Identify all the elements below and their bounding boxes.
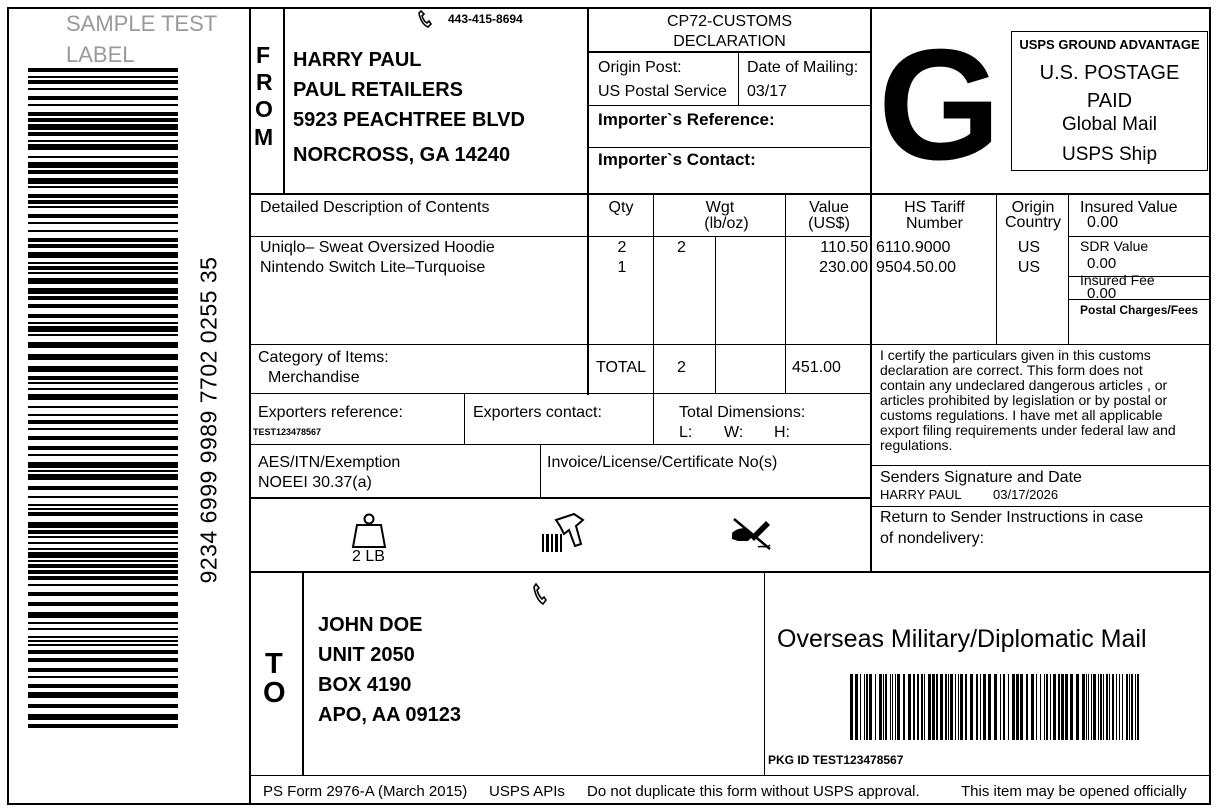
- barcode-bar: [28, 376, 178, 380]
- footer-form: PS Form 2976-A (March 2015): [263, 783, 468, 800]
- origin-post-label: Origin Post:: [598, 59, 682, 76]
- barcode-bar: [28, 272, 178, 274]
- barcode-bar: [28, 658, 178, 662]
- barcode-bar: [913, 674, 915, 740]
- barcode-bar: [1100, 674, 1102, 740]
- barcode-bar: [864, 674, 865, 740]
- certification-line: regulations.: [880, 437, 953, 453]
- barcode-bar: [940, 674, 943, 740]
- to-vertical-t: T: [265, 648, 283, 680]
- row1-hs: 6110.9000: [876, 239, 951, 256]
- barcode-bar: [28, 230, 178, 232]
- barcode-bar: [28, 76, 178, 78]
- barcode-bar: [28, 314, 178, 318]
- barcode-bar: [892, 674, 893, 740]
- insured-fee: 0.00: [1087, 285, 1117, 302]
- divider: [653, 394, 654, 444]
- divider: [249, 571, 1211, 573]
- barcode-bar: [28, 530, 178, 534]
- barcode-bar: [28, 496, 178, 498]
- aes-label: AES/ITN/Exemption: [258, 454, 401, 471]
- tracking-number: 9234 6999 9989 7702 0255 35: [195, 256, 222, 584]
- total-value: 451.00: [792, 359, 841, 376]
- divider: [715, 236, 716, 394]
- barcode-bar: [932, 674, 935, 740]
- divider: [871, 465, 1211, 466]
- barcode-bar: [28, 354, 178, 360]
- barcode-bar: [960, 674, 963, 740]
- barcode-bar: [28, 564, 178, 568]
- dimension-w: W:: [724, 424, 744, 441]
- barcode-bar: [28, 194, 178, 198]
- barcode-bar: [1008, 674, 1009, 740]
- barcode-bar: [924, 674, 925, 740]
- barcode-bar: [1093, 674, 1096, 740]
- barcode-bar: [28, 200, 178, 204]
- barcode-bar: [28, 118, 178, 122]
- postage-service: USPS GROUND ADVANTAGE: [1019, 37, 1200, 52]
- barcode-bar: [28, 288, 178, 294]
- barcode-bar: [883, 674, 884, 740]
- barcode-bar: [28, 322, 178, 324]
- barcode-bar: [976, 674, 978, 740]
- barcode-bar: [1106, 674, 1108, 740]
- exporters-contact-label: Exporters contact:: [473, 404, 602, 421]
- barcode-bar: [28, 104, 178, 106]
- barcode-bar: [28, 622, 178, 624]
- barcode-bar: [875, 674, 876, 740]
- barcode-bar: [1044, 674, 1045, 740]
- postage-line4: USPS Ship: [1061, 144, 1158, 165]
- barcode-bar: [1098, 674, 1099, 740]
- row1-value: 110.50: [820, 239, 868, 256]
- barcode-bar: [897, 674, 900, 740]
- barcode-bar: [1031, 674, 1034, 740]
- from-line-company: PAUL RETAILERS: [293, 79, 464, 101]
- barcode-bar: [28, 68, 178, 72]
- from-line-city: NORCROSS, GA 14240: [293, 144, 511, 166]
- barcode-bar: [1091, 674, 1092, 740]
- header-wgt: Wgt: [705, 199, 735, 216]
- barcode-bar: [28, 262, 178, 264]
- barcode-bar: [869, 674, 872, 740]
- barcode-bar: [1070, 674, 1073, 740]
- postage-line3: Global Mail: [1061, 114, 1158, 135]
- barcode-bar: [908, 674, 911, 740]
- barcode-bar: [28, 454, 178, 456]
- date-mailing-label: Date of Mailing:: [747, 59, 859, 76]
- barcode-bar: [850, 674, 853, 740]
- barcode-bar: [28, 512, 178, 516]
- row1-qty: 2: [617, 239, 627, 256]
- barcode-bar: [28, 162, 178, 168]
- sample-label-line1: SAMPLE TEST: [66, 11, 218, 36]
- barcode-bar: [28, 552, 178, 558]
- aes-value: NOEEI 30.37(a): [258, 474, 372, 491]
- divider: [871, 506, 1211, 507]
- invoice-label: Invoice/License/Certificate No(s): [547, 454, 778, 471]
- divider: [588, 51, 871, 53]
- barcode-bar: [980, 674, 981, 740]
- barcode-bar: [28, 650, 178, 654]
- barcode-bar: [28, 602, 178, 606]
- category-value: Merchandise: [268, 369, 360, 386]
- barcode-bar: [983, 674, 986, 740]
- row2-value: 230.00: [819, 259, 868, 276]
- certification-line: I certify the particulars given in this customs: [880, 347, 1151, 363]
- return-instructions-line2: of nondelivery:: [880, 530, 985, 547]
- divider: [870, 7, 872, 572]
- barcode-bar: [1112, 674, 1114, 740]
- barcode-bar: [28, 124, 178, 130]
- barcode-bar: [28, 684, 178, 688]
- barcode-bar: [28, 676, 178, 678]
- barcode-bar: [28, 334, 178, 336]
- barcode-bar: [28, 428, 178, 430]
- barcode-bar: [1026, 674, 1028, 740]
- barcode-bar: [885, 674, 887, 740]
- no-signature-icon: [728, 515, 774, 553]
- divider: [249, 236, 871, 237]
- barcode-bar: [28, 206, 178, 208]
- barcode-bar: [1046, 674, 1048, 740]
- barcode-bar: [988, 674, 991, 740]
- insured-value-label: Insured Value: [1080, 199, 1178, 216]
- header-wgt-unit: (lb/oz): [704, 215, 749, 232]
- divider: [249, 497, 871, 499]
- from-vertical-r: R: [256, 69, 273, 95]
- barcode-bar: [958, 674, 959, 740]
- barcode-bar: [28, 420, 178, 424]
- barcode-bar: [1053, 674, 1056, 740]
- divider: [588, 105, 871, 106]
- barcode-bar: [28, 542, 178, 544]
- barcode-bar: [28, 560, 178, 562]
- barcode-bar: [28, 366, 178, 372]
- barcode-bar: [1065, 674, 1068, 740]
- header-origin: Origin: [1011, 199, 1055, 216]
- barcode-bar: [28, 252, 178, 258]
- barcode-bar: [28, 144, 178, 150]
- barcode-bar: [1116, 674, 1117, 740]
- barcode-bar: [28, 414, 178, 416]
- barcode-bar: [855, 674, 858, 740]
- barcode-bar: [28, 88, 178, 90]
- from-vertical-o: O: [255, 96, 273, 122]
- barcode-bar: [28, 342, 178, 348]
- barcode-bar: [28, 592, 178, 596]
- barcode-bar: [28, 112, 178, 116]
- category-label: Category of Items:: [258, 349, 389, 366]
- barcode-bar: [28, 462, 178, 468]
- dimensions-label: Total Dimensions:: [679, 404, 806, 421]
- barcode-bar: [28, 536, 178, 538]
- barcode-bar: [1036, 674, 1037, 740]
- divider: [738, 52, 739, 105]
- dimension-h: H:: [774, 424, 790, 441]
- total-label: TOTAL: [595, 359, 647, 376]
- service-letter: G: [878, 17, 1001, 193]
- to-line-city: APO, AA 09123: [318, 704, 462, 726]
- barcode-bar: [903, 674, 905, 740]
- barcode-bar: [28, 238, 178, 242]
- barcode-bar: [928, 674, 931, 740]
- barcode-bar: [1061, 674, 1064, 740]
- divider: [588, 147, 871, 148]
- barcode-bar: [28, 548, 178, 550]
- row2-origin: US: [1017, 259, 1041, 276]
- barcode-bar: [1109, 674, 1110, 740]
- barcode-bar: [28, 278, 178, 284]
- to-line-unit: UNIT 2050: [318, 644, 415, 666]
- divider: [249, 775, 1211, 776]
- date-mailing-value: 03/17: [747, 83, 788, 100]
- barcode-bar: [28, 170, 178, 174]
- weight-text: 2 LB: [352, 548, 385, 565]
- barcode-bar: [994, 674, 997, 740]
- to-vertical-o: O: [263, 677, 286, 709]
- divider: [249, 193, 1211, 195]
- divider: [1069, 236, 1211, 237]
- military-mail-title: Overseas Military/Diplomatic Mail: [777, 625, 1147, 653]
- footer-duplicate: Do not duplicate this form without USPS approval.: [587, 783, 920, 800]
- from-line-name: HARRY PAUL: [293, 49, 422, 71]
- barcode-bar: [28, 186, 178, 188]
- barcode-bar: [955, 674, 956, 740]
- barcode-bar: [921, 674, 923, 740]
- origin-post-value: US Postal Service: [598, 83, 727, 100]
- barcode-bar: [1126, 674, 1128, 740]
- barcode-bar: [28, 724, 178, 728]
- barcode-bar: [28, 326, 178, 332]
- certification-line: articles prohibited by legislation or by postal or: [880, 392, 1168, 408]
- divider: [464, 394, 465, 444]
- customs-title-line1: CP72-CUSTOMS: [666, 13, 793, 30]
- barcode-bar: [28, 80, 178, 84]
- pkg-id: PKG ID TEST123478567: [768, 753, 904, 767]
- row2-qty: 1: [617, 259, 627, 276]
- barcode-bar: [28, 576, 178, 580]
- barcode-bar: [28, 508, 178, 510]
- barcode-bar: [28, 132, 178, 136]
- barcode-bar: [28, 140, 178, 142]
- barcode-bar: [1122, 674, 1123, 740]
- header-hs-tariff: HS Tariff: [904, 199, 965, 216]
- barcode-bar: [965, 674, 967, 740]
- barcode-bar: [28, 628, 178, 630]
- footer-opened: This item may be opened officially: [961, 783, 1187, 800]
- divider: [249, 7, 251, 805]
- barcode-bar: [28, 446, 178, 450]
- certification-text: [880, 348, 1176, 453]
- barcode-bar: [1119, 674, 1120, 740]
- exporters-reference-value: TEST123478567: [253, 427, 322, 437]
- return-instructions-line1: Return to Sender Instructions in case: [880, 509, 1144, 526]
- row1-lb: 2: [677, 239, 686, 256]
- barcode-bar: [1076, 674, 1079, 740]
- row2-description: Nintendo Switch Lite–Turquoise: [260, 259, 486, 276]
- certification-line: export filing requirements under federal law and: [880, 422, 1176, 438]
- barcode-bar: [28, 296, 178, 300]
- sdr-value: 0.00: [1087, 255, 1117, 272]
- signature-name: HARRY PAUL: [880, 487, 962, 502]
- header-description: Detailed Description of Contents: [260, 199, 490, 216]
- barcode-bar: [917, 674, 919, 740]
- postage-line1: U.S. POSTAGE: [1039, 62, 1180, 84]
- barcode-bar: [28, 504, 178, 506]
- barcode-bar: [28, 640, 178, 642]
- barcode-bar: [879, 674, 882, 740]
- barcode-bar: [1137, 674, 1139, 740]
- barcode-bar: [28, 668, 178, 672]
- barcode-bar: [28, 394, 178, 400]
- divider: [540, 445, 541, 497]
- barcode-bar: [945, 674, 947, 740]
- barcode-bar: [1086, 674, 1087, 740]
- barcode-bar: [28, 714, 178, 720]
- to-line-name: JOHN DOE: [318, 614, 423, 636]
- phone-icon: [418, 10, 432, 28]
- barcode-bar: [28, 96, 178, 100]
- barcode-bar: [1020, 674, 1023, 740]
- barcode-bar: [28, 436, 178, 440]
- barcode-bar: [28, 178, 178, 184]
- barcode-bar: [28, 222, 178, 224]
- barcode-bar: [1103, 674, 1104, 740]
- phone-icon: [533, 583, 547, 605]
- barcode-bar: [28, 214, 178, 218]
- barcode-bar: [1058, 674, 1060, 740]
- signature-label: Senders Signature and Date: [880, 469, 1082, 486]
- pkg-barcode: [850, 674, 1142, 740]
- barcode-bar: [970, 674, 973, 740]
- from-line-street: 5923 PEACHTREE BLVD: [293, 109, 525, 131]
- dimension-l: L:: [679, 424, 693, 441]
- barcode-bar: [866, 674, 868, 740]
- from-vertical-m: M: [254, 124, 274, 150]
- barcode-bar: [1129, 674, 1130, 740]
- barcode-bar: [1050, 674, 1051, 740]
- to-line-box: BOX 4190: [318, 674, 412, 696]
- footer-apis: USPS APIs: [489, 783, 565, 800]
- barcode-bar: [860, 674, 861, 740]
- barcode-bar: [1131, 674, 1133, 740]
- sdr-value-label: SDR Value: [1080, 238, 1149, 254]
- weight-icon: [349, 513, 389, 549]
- barcode-bar: [28, 636, 178, 638]
- header-hs-number: Number: [906, 215, 963, 232]
- insured-fee-label: Insured Fee: [1080, 272, 1155, 288]
- barcode-bar: [28, 388, 178, 390]
- tracking-barcode: [28, 68, 178, 736]
- certification-line: contain any undeclared dangerous articles , or: [880, 377, 1168, 393]
- exporters-reference-label: Exporters reference:: [258, 404, 403, 421]
- barcode-bar: [28, 570, 178, 574]
- barcode-bar: [890, 674, 891, 740]
- barcode-bar: [28, 612, 178, 618]
- divider: [302, 572, 304, 776]
- barcode-bar: [28, 704, 178, 708]
- barcode-bar: [28, 266, 178, 270]
- divider: [283, 7, 285, 194]
- barcode-bar: [1040, 674, 1041, 740]
- barcode-bar: [28, 470, 178, 472]
- barcode-bar: [28, 692, 178, 698]
- barcode-bar: [28, 244, 178, 248]
- sample-label-line2: LABEL: [66, 42, 135, 67]
- barcode-bar: [950, 674, 953, 740]
- total-qty: 2: [677, 359, 686, 376]
- barcode-bar: [28, 156, 178, 158]
- barcode-bar: [28, 304, 178, 308]
- divider: [249, 393, 871, 394]
- barcode-bar: [1082, 674, 1085, 740]
- barcode-bar: [28, 584, 178, 586]
- customs-title-line2: DECLARATION: [673, 33, 786, 50]
- header-value: Value: [809, 199, 849, 216]
- barcode-bar: [948, 674, 949, 740]
- barcode-bar: [1012, 674, 1015, 740]
- header-qty: Qty: [608, 199, 634, 216]
- header-country: Country: [1004, 214, 1062, 231]
- row1-origin: US: [1017, 239, 1041, 256]
- barcode-bar: [28, 522, 178, 528]
- insured-value: 0.00: [1087, 214, 1119, 231]
- certification-line: customs regulations. I have met all applicable: [880, 407, 1163, 423]
- barcode-bar: [28, 644, 178, 646]
- barcode-bar: [936, 674, 938, 740]
- barcode-bar: [28, 474, 178, 480]
- divider: [249, 344, 1211, 345]
- divider: [764, 572, 765, 776]
- barcode-bar: [1088, 674, 1089, 740]
- certification-line: declaration are correct. This form does not: [880, 362, 1143, 378]
- barcode-bar: [28, 406, 178, 408]
- signature-date: 03/17/2026: [993, 487, 1059, 502]
- importer-reference-label: Importer`s Reference:: [598, 110, 775, 129]
- barcode-bar: [1003, 674, 1005, 740]
- barcode-bar: [28, 382, 178, 384]
- from-vertical-f: F: [256, 42, 271, 68]
- row2-hs: 9504.50.00: [876, 259, 957, 276]
- postal-charges-label: Postal Charges/Fees: [1080, 303, 1199, 317]
- barcode-bar: [28, 486, 178, 490]
- barcode-scan-icon: [540, 512, 586, 554]
- row1-description: Uniqlo– Sweat Oversized Hoodie: [260, 239, 495, 256]
- header-value-unit: (US$): [808, 215, 850, 232]
- from-phone: 443-415-8694: [448, 12, 523, 26]
- barcode-bar: [895, 674, 896, 740]
- postage-line2: PAID: [1086, 90, 1133, 112]
- barcode-bar: [1135, 674, 1136, 740]
- divider: [249, 444, 871, 445]
- barcode-bar: [1000, 674, 1001, 740]
- barcode-bar: [1016, 674, 1019, 740]
- importer-contact-label: Importer`s Contact:: [598, 150, 756, 169]
